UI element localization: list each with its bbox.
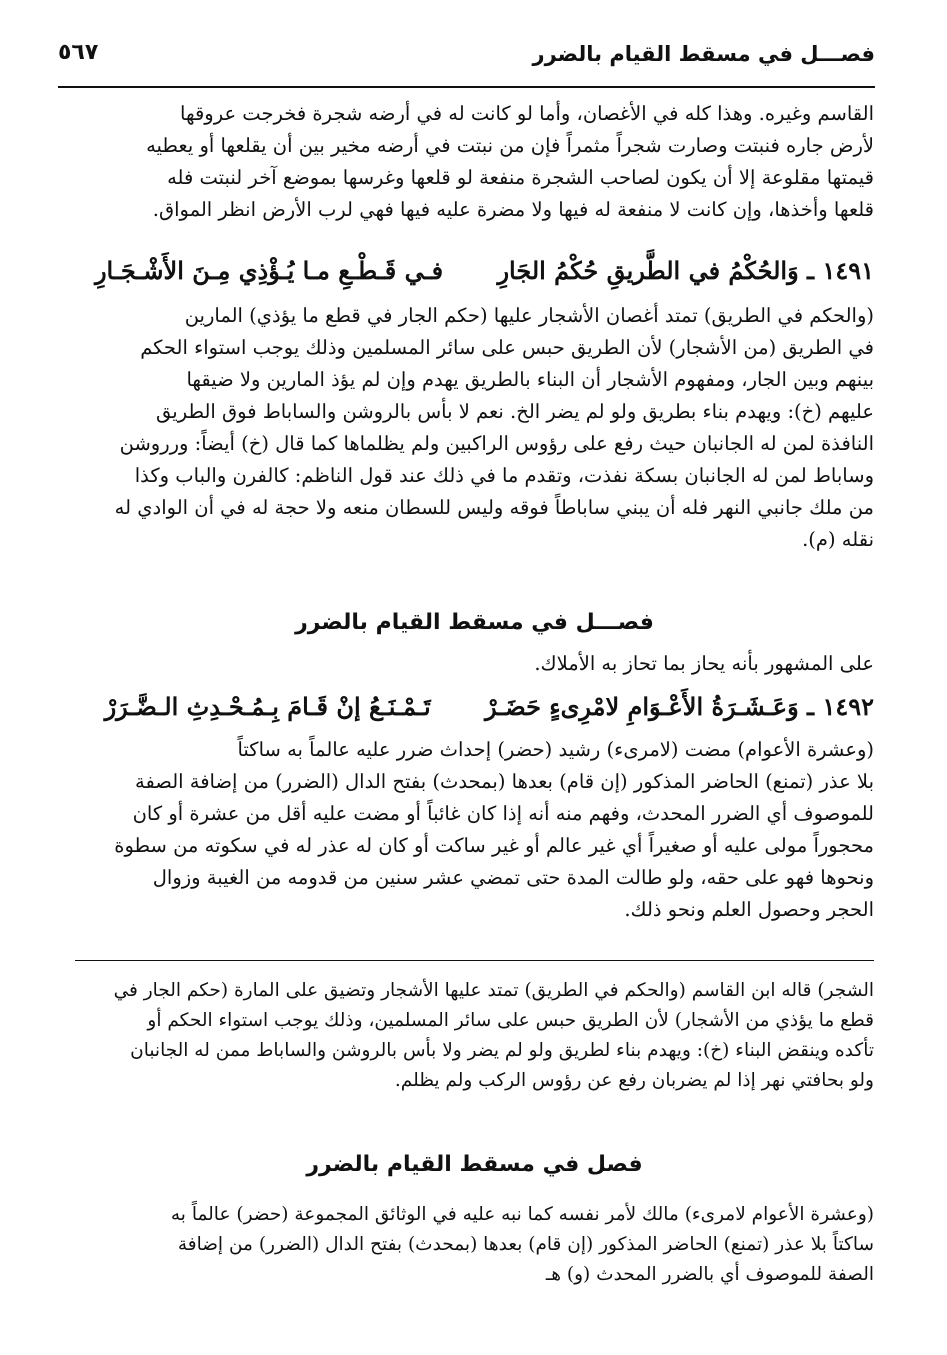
text-line: ساكتاً بلا عذر (تمنع) الحاضر المذكور (إن قام) بعدها (بمحدث) بفتح الدال (الضرر) من إضافة (177, 1234, 874, 1255)
text-line: محجوراً مولى عليه أو صغيراً أي غير عالم أو غير ساكت أو كان له عذر له في سكوته من سطوة (114, 834, 874, 857)
text-line: القاسم وغيره. وهذا كله في الأغصان، وأما لو كانت له في أرضه شجرة فخرجت عروقها (180, 102, 874, 125)
section-intro-line: على المشهور بأنه يحاز بما تحاز به الأملاك. (534, 652, 874, 675)
footnote-separator (75, 960, 874, 961)
verse-number: ١٤٩٢ ـ (807, 692, 874, 721)
text-line: نقله (م). (802, 528, 874, 551)
footnote-block-2 (75, 1200, 874, 1290)
text-line: بلا عذر (تمنع) الحاضر المذكور (إن قام) بعدها (بمحدث) بفتح الدال (الضرر) من إضافة الصفة (134, 770, 874, 793)
verse-hemistich-first: وَعَـشَـرَةُ الأَعْـوَامِ لامْرِىءٍ حَضَـرْ (485, 692, 799, 721)
text-line: قطع ما يؤذي من الأشجار) لأن الطريق حبس على سائر المسلمين، وذلك يوجب استواء الحكم أو (147, 1010, 874, 1031)
text-line: بينهم وبين الجار، ومفهوم الأشجار أن البناء بالطريق يهدم وإن لم يؤذ المارين ولا ضيقها (186, 368, 874, 391)
text-line: من ملك جانبي النهر فله أن يبني ساباطاً فوقه وليس للسطان منعه ولا حجة له في أن الوادي له (114, 496, 874, 519)
text-line: الصفة للموصوف أي بالضرر المحدث (و) هـ (545, 1264, 874, 1285)
text-line: ونحوها فهو على حقه، ولو طالت المدة حتى تمضي عشر سنين من قدومه من الغيبة وزوال (152, 866, 874, 889)
running-header-title: فصـــل في مسقط القيام بالضرر (532, 42, 875, 66)
text-line: النافذة لمن له الجانبان حيث رفع على رؤوس الراكبين ولم يظلماها كما قال (خ) أيضاً: ورروشن (119, 432, 874, 455)
text-line: ولو بحافتي نهر إذا لم يضربان رفع عن رؤوس الركب ولم يظلم. (394, 1070, 874, 1091)
text-line: عليهم (خ): ويهدم بناء بطريق ولو لم يضر الخ. نعم لا بأس بالروشن والساباط فوق الطريق (156, 400, 874, 423)
verse-number: ١٤٩١ ـ (807, 256, 874, 285)
text-line: قلعها وأخذها، وإن كانت لا منفعة له فيها ولا مضرة عليه فيها فهي لرب الأرض انظر المواق. (152, 198, 874, 221)
text-line: للموصوف أي الضرر المحدث، وفهم منه أنه إذا كان غائباً أو مضت عليه أقل من عشرة أو كان (132, 802, 874, 825)
commentary-1492 (75, 734, 874, 926)
text-line: تأكده وينقض البناء (خ): ويهدم بناء لطريق ولو لم يضر ولا بأس بالروشن والساباط ممن له الجانبان (130, 1040, 874, 1061)
intro-paragraph (75, 98, 874, 226)
text-line: الحجر وحصول العلم ونحو ذلك. (624, 898, 874, 921)
text-line: (وعشرة الأعوام لامرىء) مالك لأمر نفسه كما نبه عليه في الوثائق المجموعة (حضر) عالماً به (170, 1204, 874, 1225)
verse-hemistich-second: تَـمْـنَـعُ إنْ قَـامَ بِـمُـحْـدِثِ الـضَّـرَرْ (104, 692, 431, 721)
text-line: في الطريق (من الأشجار) لأن الطريق حبس على سائر المسلمين وذلك يوجب استواء الحكم (140, 336, 874, 359)
text-line: قيمتها مقلوعة إلا أن يكون لصاحب الشجرة منفعة لو قلعها وغرسها بموضع آخر لنبتت فله (167, 166, 874, 189)
commentary-1491 (75, 300, 874, 556)
text-line: وساباط لمن له الجانبان بسكة نفذت، وتقدم ما في ذلك عند قول الناظم: كالفرن والباب وكذا (134, 464, 874, 487)
verse-1491 (75, 254, 874, 288)
page-number: ٥٦٧ (58, 40, 99, 65)
text-line: (وعشرة الأعوام) مضت (لامرىء) رشيد (حضر) إحداث ضرر عليه عالماً به ساكتاً (237, 738, 874, 761)
verse-hemistich-first: وَالحُكْمُ في الطَّريقِ حُكْمُ الجَارِ (497, 256, 799, 285)
text-line: الشجر) قاله ابن القاسم (والحكم في الطريق) تمتد عليها الأشجار وتضيق على المارة (حكم الجار في (113, 980, 874, 1001)
verse-1492 (75, 690, 874, 724)
header-rule (58, 86, 875, 88)
section-heading: فصـــل في مسقط القيام بالضرر (295, 610, 654, 635)
text-line: (والحكم في الطريق) تمتد أغصان الأشجار عليها (حكم الجار في قطع ما يؤذي) المارين (184, 304, 874, 327)
text-line: لأرض جاره فنبتت وصارت شجراً مثمراً فإن من نبتت في أرضه مخير بين أن يقلعها أو يعطيه (146, 134, 874, 157)
footnote-block-1 (75, 976, 874, 1096)
footnote-section-heading: فصل في مسقط القيام بالضرر (306, 1152, 643, 1177)
verse-hemistich-second: فـي قَـطْـعِ مـا يُـؤْذِي مِـنَ الأَشْـجَـارِ (94, 256, 444, 285)
